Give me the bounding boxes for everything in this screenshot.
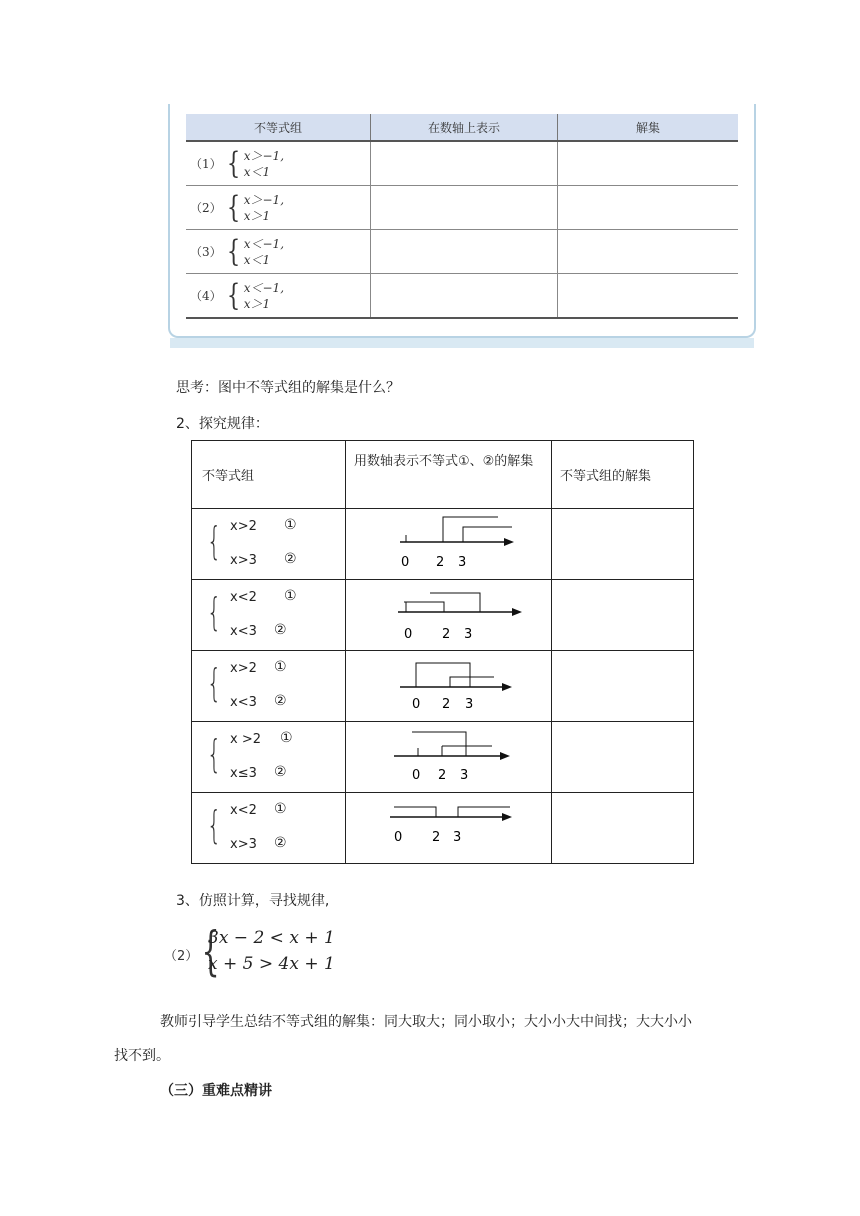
brace-icon: { [206,519,222,563]
tick-label-0: 0 [401,555,410,570]
explore-header-solution: 不等式组的解集 [552,441,694,509]
circled-two-marker: ② [274,693,287,709]
tick-label-2: 2 [438,768,447,783]
inequality-system: { x>2 ① x<3 ② [206,659,287,710]
empty-cell [552,580,694,651]
inequality-system: （4） { x＜−1, x＞1 [190,277,285,313]
inequality-system: { x<2 ① x>3 ② [206,801,287,852]
inequality-table-figure [168,104,756,338]
circled-two-marker: ② [274,622,287,638]
arrow-head-icon [500,752,510,760]
arrow-head-icon [502,683,512,691]
section-heading: （三）重难点精讲 [160,1083,272,1099]
inequality-system: （3） { x＜−1, x＜1 [190,233,285,269]
figure-table-row [186,186,738,230]
circled-one-marker: ① [284,588,297,604]
range-line-1 [394,807,436,817]
brace-icon: { [226,189,240,225]
empty-cell [558,186,739,230]
empty-cell [371,141,558,186]
number-line-diagram [346,722,543,788]
tick-label-3: 3 [464,627,473,642]
system-equation-2: x + 5 > 4x + 1 [208,954,335,974]
empty-cell [552,651,694,722]
tick-label-3: 3 [460,768,469,783]
explore-row [192,580,694,651]
brace-icon: { [201,922,220,982]
tick-label-3: 3 [465,697,474,712]
empty-cell [371,230,558,274]
tick-label-0: 0 [412,697,421,712]
explore-table [191,440,694,864]
empty-cell [552,793,694,864]
figure-table-row [186,274,738,319]
brace-icon: { [206,803,222,847]
circled-one-marker: ① [274,801,287,817]
figure-table-header [186,114,738,141]
range-line-1 [412,732,466,756]
inequality-system: { x<2 ① x<3 ② [206,588,297,639]
figure-header-system: 不等式组 [186,114,371,141]
figure-header-solution-set: 解集 [558,114,739,141]
number-line-diagram [346,580,543,646]
system-equation-1: 3x − 2 < x + 1 [208,928,335,948]
circled-two-marker: ② [274,764,287,780]
summary-line-1: 教师引导学生总结不等式组的解集：同大取大；同小取小；大小小大中间找；大大小小 [160,1014,692,1030]
tick-label-2: 2 [432,830,441,845]
think-question: 思考：图中不等式组的解集是什么？ [176,380,400,396]
brace-icon: { [206,590,222,634]
brace-icon: { [226,233,240,269]
empty-cell [552,722,694,793]
empty-cell [371,186,558,230]
range-line-1 [404,602,444,612]
number-line-diagram [346,793,543,859]
tick-label-3: 3 [458,555,467,570]
explore-row [192,509,694,580]
range-line-1 [443,517,498,542]
explore-row [192,793,694,864]
inequality-system: （1） { x＞−1, x＜1 [190,145,285,181]
arrow-head-icon [504,538,514,546]
circled-one-marker: ① [274,659,287,675]
range-line-2 [450,677,494,687]
number-line-diagram [346,651,543,717]
tick-label-3: 3 [453,830,462,845]
explore-header-number-line: 用数轴表示不等式①、②的解集 [346,441,552,509]
circled-one-marker: ① [280,730,293,746]
figure-header-number-line: 在数轴上表示 [371,114,558,141]
figure-bottom-band [170,338,754,348]
tick-label-0: 0 [394,830,403,845]
empty-cell [371,274,558,319]
arrow-head-icon [502,813,512,821]
summary-line-2: 找不到。 [114,1048,170,1064]
range-line-1 [416,663,470,687]
brace-icon: { [206,661,222,705]
inequality-system: （2） { x＞−1, x＞1 [190,189,285,225]
arrow-head-icon [512,608,522,616]
figure-table [186,114,738,319]
circled-two-marker: ② [274,835,287,851]
figure-table-row [186,230,738,274]
brace-icon: { [206,732,222,776]
tick-label-2: 2 [442,697,451,712]
number-line-diagram [346,509,543,575]
empty-cell [558,141,739,186]
section-2-title: 2、探究规律： [176,416,269,432]
circled-one-marker: ① [284,517,297,533]
empty-cell [558,230,739,274]
tick-label-0: 0 [412,768,421,783]
system-label: （2） [164,949,199,964]
empty-cell [552,509,694,580]
explore-header-system: 不等式组 [192,441,346,509]
figure-table-row [186,141,738,186]
tick-label-2: 2 [442,627,451,642]
explore-row [192,651,694,722]
empty-cell [558,274,739,319]
explore-row [192,722,694,793]
explore-table-header [192,441,694,509]
inequality-system: { x>2 ① x>3 ② [206,517,297,568]
tick-label-0: 0 [404,627,413,642]
section-3-title: 3、仿照计算，寻找规律, [176,893,330,909]
circled-two-marker: ② [284,551,297,567]
brace-icon: { [226,145,240,181]
brace-icon: { [226,277,240,313]
inequality-system: { x >2 ① x≤3 ② [206,730,293,781]
tick-label-2: 2 [436,555,445,570]
